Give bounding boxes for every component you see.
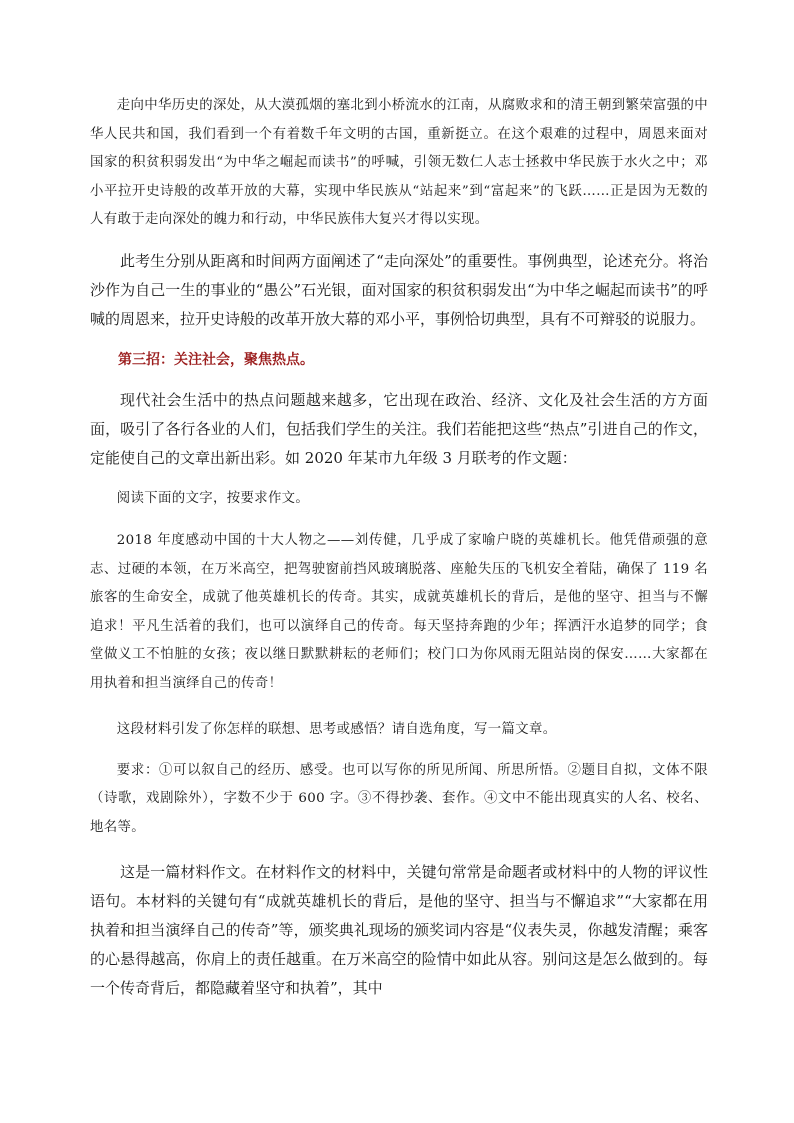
prompt-requirements: 要求：①可以叙自己的经历、感受。也可以写你的所见所闻、所思所悟。②题目自拟，文体不限（诗歌，戏剧除外），字数不少于 600 字。③不得抄袭、套作。④文中不能出现真实的人名、校名、地名等。 — [90, 762, 708, 835]
analysis-paragraph: 这是一篇材料作文。在材料作文的材料中，关键句常常是命题者或材料中的人物的评议性语句。本材料的关键句有“成就英雄机长的背后，是他的坚守、担当与不懈追求”“大家都在用执着和担当演绎自己的传奇”等，颁奖典礼现场的颁奖词内容是“仪表失灵，你越发清醒；乘客的心悬得越高，你肩上的责任越重。在万米高空的险情中如此从容。别问这是怎么做到的。每一个传奇背后，都隐藏着坚守和执着”，其中 — [90, 863, 708, 997]
prompt-material: 2018 年度感动中国的十大人物之——刘传健，几乎成了家喻户晓的英雄机长。他凭借顽强的意志、过硬的本领，在万米高空，把驾驶窗前挡风玻璃脱落、座舱失压的飞机安全着陆，确保了 119 名旅客的生命安全，成就了他英雄机长的传奇。其实，成就英雄机长的背后，是他的坚守、担当与不懈追求！平凡生活着的我们，也可以演绎自己的传奇。每天坚持奔跑的少年；挥洒汗水追梦的同学；食堂做义工不怕脏的女孩；夜以继日默默耕耘的老师们；校门口为你风雨无阻站岗的保安……大家都在用执着和担当演绎自己的传奇！ — [90, 533, 708, 691]
intro-paragraph: 现代社会生活中的热点问题越来越多，它出现在政治、经济、文化及社会生活的方方面面，吸引了各行各业的人们，包括我们学生的关注。我们若能把这些“热点”引进自己的作文，定能使自己的文章出新出彩。如 2020 年某市九年级 3 月联考的作文题： — [90, 390, 708, 467]
commentary-paragraph: 此考生分别从距离和时间两方面阐述了“走向深处”的重要性。事例典型，论述充分。将治沙作为自己一生的事业的“愚公”石光银，面对国家的积贫积弱发出“为中华之崛起而读书”的呼喊的周恩来，拉开史诗般的改革开放大幕的邓小平，事例恰切典型，具有不可辩驳的说服力。 — [90, 251, 708, 328]
section-heading: 第三招：关注社会，聚焦热点。 — [118, 351, 314, 368]
prompt-question: 这段材料引发了你怎样的联想、思考或感悟？请自选角度，写一篇文章。 — [116, 722, 557, 737]
quote-paragraph: 走向中华历史的深处，从大漠孤烟的塞北到小桥流水的江南，从腐败求和的清王朝到繁荣富强的中华人民共和国，我们看到一个有着数千年文明的古国，重新挺立。在这个艰难的过程中，周恩来面对国家的积贫积弱发出“为中华之崛起而读书”的呼喊，引领无数仁人志士拯救中华民族于水火之中；邓小平拉开史诗般的改革开放的大幕，实现中华民族从“站起来”到“富起来”的飞跃……正是因为无数的人有敢于走向深处的魄力和行动，中华民族伟大复兴才得以实现。 — [90, 98, 708, 227]
prompt-instruction: 阅读下面的文字，按要求作文。 — [116, 490, 310, 506]
